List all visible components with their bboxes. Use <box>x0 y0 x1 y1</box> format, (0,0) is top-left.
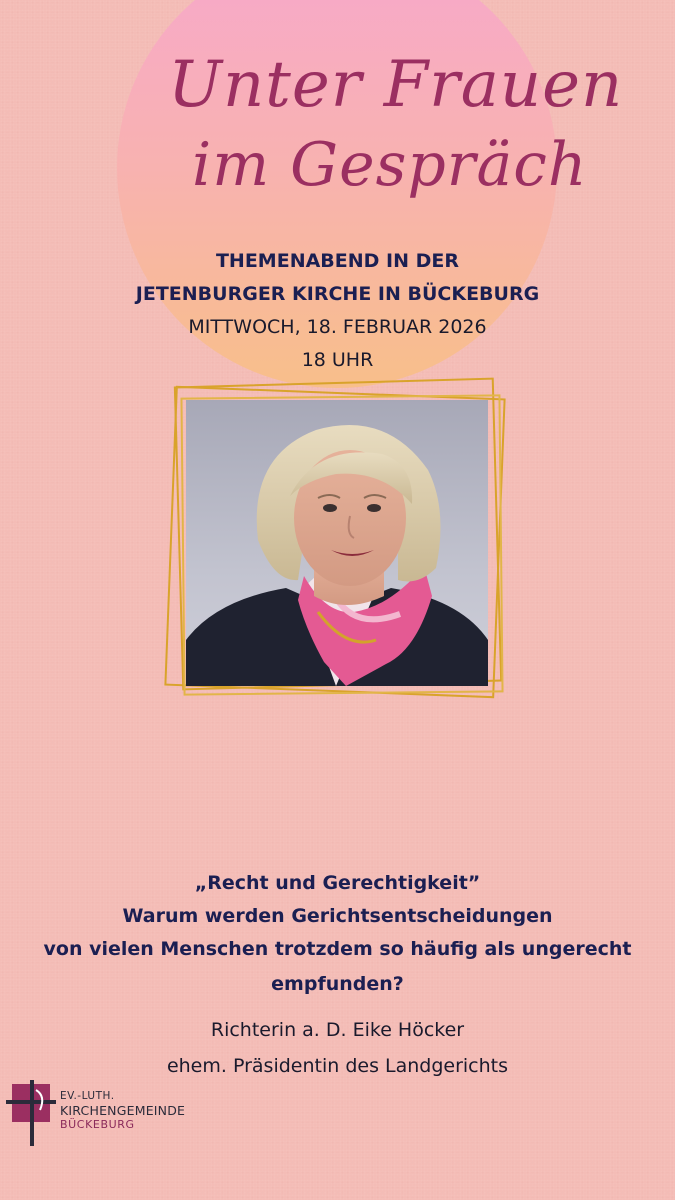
speaker-role: ehem. Präsidentin des Landgerichts <box>166 1055 509 1077</box>
talk-question-line-1: Warum werden Gerichtsentscheidungen <box>122 905 553 927</box>
talk-question-line-3: empfunden? <box>271 973 404 995</box>
title-line-2: im Gespräch <box>192 130 588 200</box>
logo-line-1: EV.-LUTH. <box>60 1090 115 1102</box>
church-logo <box>6 1080 206 1150</box>
speaker-photo-frame <box>164 378 514 708</box>
event-heading-line-1: THEMENABEND IN DER <box>215 250 460 272</box>
event-time: 18 UHR <box>301 349 374 371</box>
gold-frame-line <box>180 394 503 695</box>
event-heading-line-2: JETENBURGER KIRCHE IN BÜCKEBURG <box>135 283 540 305</box>
talk-topic: „Recht und Gerechtigkeit” <box>194 872 481 894</box>
logo-line-3: BÜCKEBURG <box>60 1118 135 1131</box>
logo-line-2: KIRCHENGEMEINDE <box>60 1103 186 1118</box>
speaker-name: Richterin a. D. Eike Höcker <box>210 1019 465 1041</box>
cross-logo-icon <box>6 1080 56 1146</box>
event-date: MITTWOCH, 18. FEBRUAR 2026 <box>188 316 487 338</box>
talk-question-line-2: von vielen Menschen trotzdem so häufig als ungerecht <box>43 938 632 960</box>
title-line-1: Unter Frauen <box>168 48 624 122</box>
